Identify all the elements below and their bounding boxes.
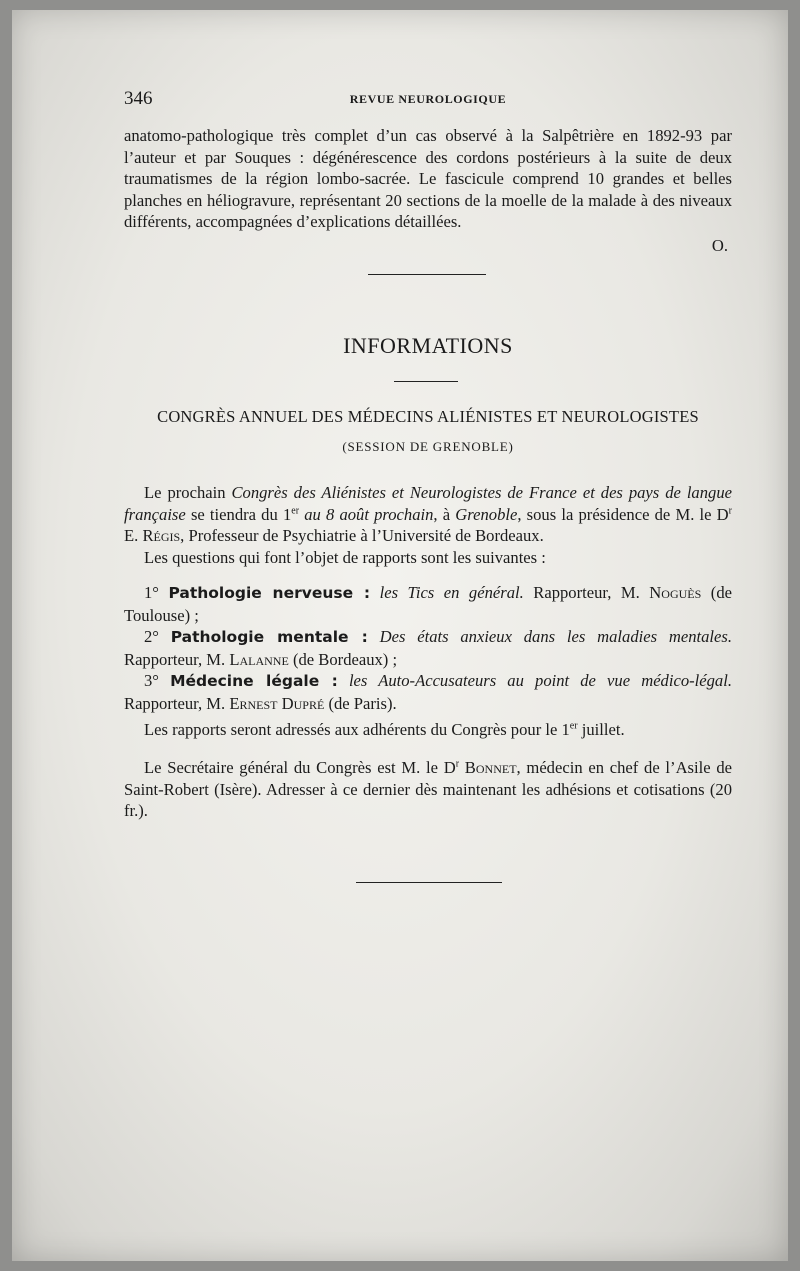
topic-item (124, 626, 732, 670)
intro-mid: se tiendra du 1 (185, 504, 292, 524)
rapporteur-label: Rapporteur, M. (523, 583, 650, 602)
reports-paragraph (124, 719, 732, 741)
title-underline (394, 381, 458, 382)
page-number: 346 (124, 88, 153, 109)
questions-line: Les questions qui font l’objet de rapports sont les suivantes : (144, 547, 546, 567)
topic-subject: Des états anxieux dans les maladies mentales. (367, 627, 732, 647)
reports-note (124, 719, 732, 741)
topic-heading: Pathologie mentale : (170, 628, 368, 647)
secretary-rest: , médecin en chef de l’Asile de Saint-Robert (Isère). Adresser à ce dernier dès maintenant les adhésions et cotisations (20 fr.). (124, 758, 732, 821)
secretary-paragraph (124, 757, 732, 822)
continued-paragraph-text: anatomo-pathologique très complet d’un cas observé à la Salpêtrière en 1892-93 par l’auteur et par Souques : dégénérescence des cordons postérieurs à la suite de deux traumatismes de la région lombo-sacrée. Le fascicule comprend 10 grandes et belles planches en héliogravure, représentant 20 sections de la moelle de la malade à des niveaux différents, accompagnées d’explications détaillées. (124, 126, 732, 232)
topic-number: 3° (144, 671, 171, 691)
document-page (12, 10, 788, 1261)
president-prefix: E. (124, 526, 143, 546)
topic-heading: Pathologie nerveuse : (168, 584, 371, 602)
superscript: er (569, 720, 578, 732)
topic-number: 1° (144, 583, 169, 602)
topics-list (124, 582, 732, 715)
page-header (124, 88, 732, 110)
section-divider (368, 274, 486, 275)
secretary-note (124, 757, 732, 822)
topic-subject: les Auto-Accusateurs au point de vue médico-légal. (337, 671, 732, 691)
topic-subject: les Tics en général. (370, 583, 524, 602)
secretary-name: Bonnet (464, 758, 517, 777)
congress-name: Congrès des Aliénistes et Neurologistes de France et des pays de langue française (124, 483, 732, 524)
rapporteur-location: (de Paris). (324, 693, 397, 713)
superscript: r (455, 758, 460, 770)
president-desc: , Professeur de Psychiatrie à l’Université de Bordeaux. (180, 526, 544, 546)
section-title: INFORMATIONS (343, 333, 513, 358)
author-signature: O. (711, 235, 728, 255)
running-title: REVUE NEUROLOGIQUE (349, 92, 507, 106)
rapporteur-location: (de Bordeaux) ; (288, 649, 398, 669)
congress-title: CONGRÈS ANNUEL DES MÉDECINS ALIÉNISTES ET NEUROLOGISTES (157, 407, 699, 426)
rapporteur-name: Ernest Dupré (229, 693, 325, 713)
reports-text: Les rapports seront adressés aux adhérents du Congrès pour le 1 (144, 720, 570, 739)
continued-paragraph (124, 125, 732, 257)
rapporteur-label: Rapporteur, M. (124, 649, 230, 669)
congress-dates: au 8 août prochain (299, 504, 434, 524)
superscript: r (728, 505, 732, 517)
end-divider (356, 882, 502, 883)
session-subtitle: (SESSION DE GRENOBLE) (342, 439, 514, 454)
intro-comma: , à (433, 504, 456, 524)
secretary-lead: Le Secrétaire général du Congrès est M. le D (144, 758, 456, 777)
topic-number: 2° (144, 627, 171, 647)
rapporteur-name: Noguès (649, 583, 702, 602)
topic-heading: Médecine légale : (170, 672, 338, 691)
topic-item (124, 582, 732, 626)
congress-city: Grenoble (455, 504, 518, 524)
rapporteur-location: (de Toulouse) ; (124, 583, 732, 625)
intro-block (124, 482, 732, 568)
topic-item (124, 670, 732, 714)
president-name: Régis (142, 526, 181, 546)
rapporteur-label: Rapporteur, M. (124, 693, 230, 713)
intro-lead: Le prochain (144, 483, 232, 502)
intro-presidency: , sous la présidence de M. le D (517, 504, 729, 524)
rapporteur-name: Lalanne (229, 649, 289, 669)
intro-paragraph (124, 482, 732, 547)
reports-end: juillet. (577, 720, 625, 739)
superscript: er (291, 505, 300, 517)
